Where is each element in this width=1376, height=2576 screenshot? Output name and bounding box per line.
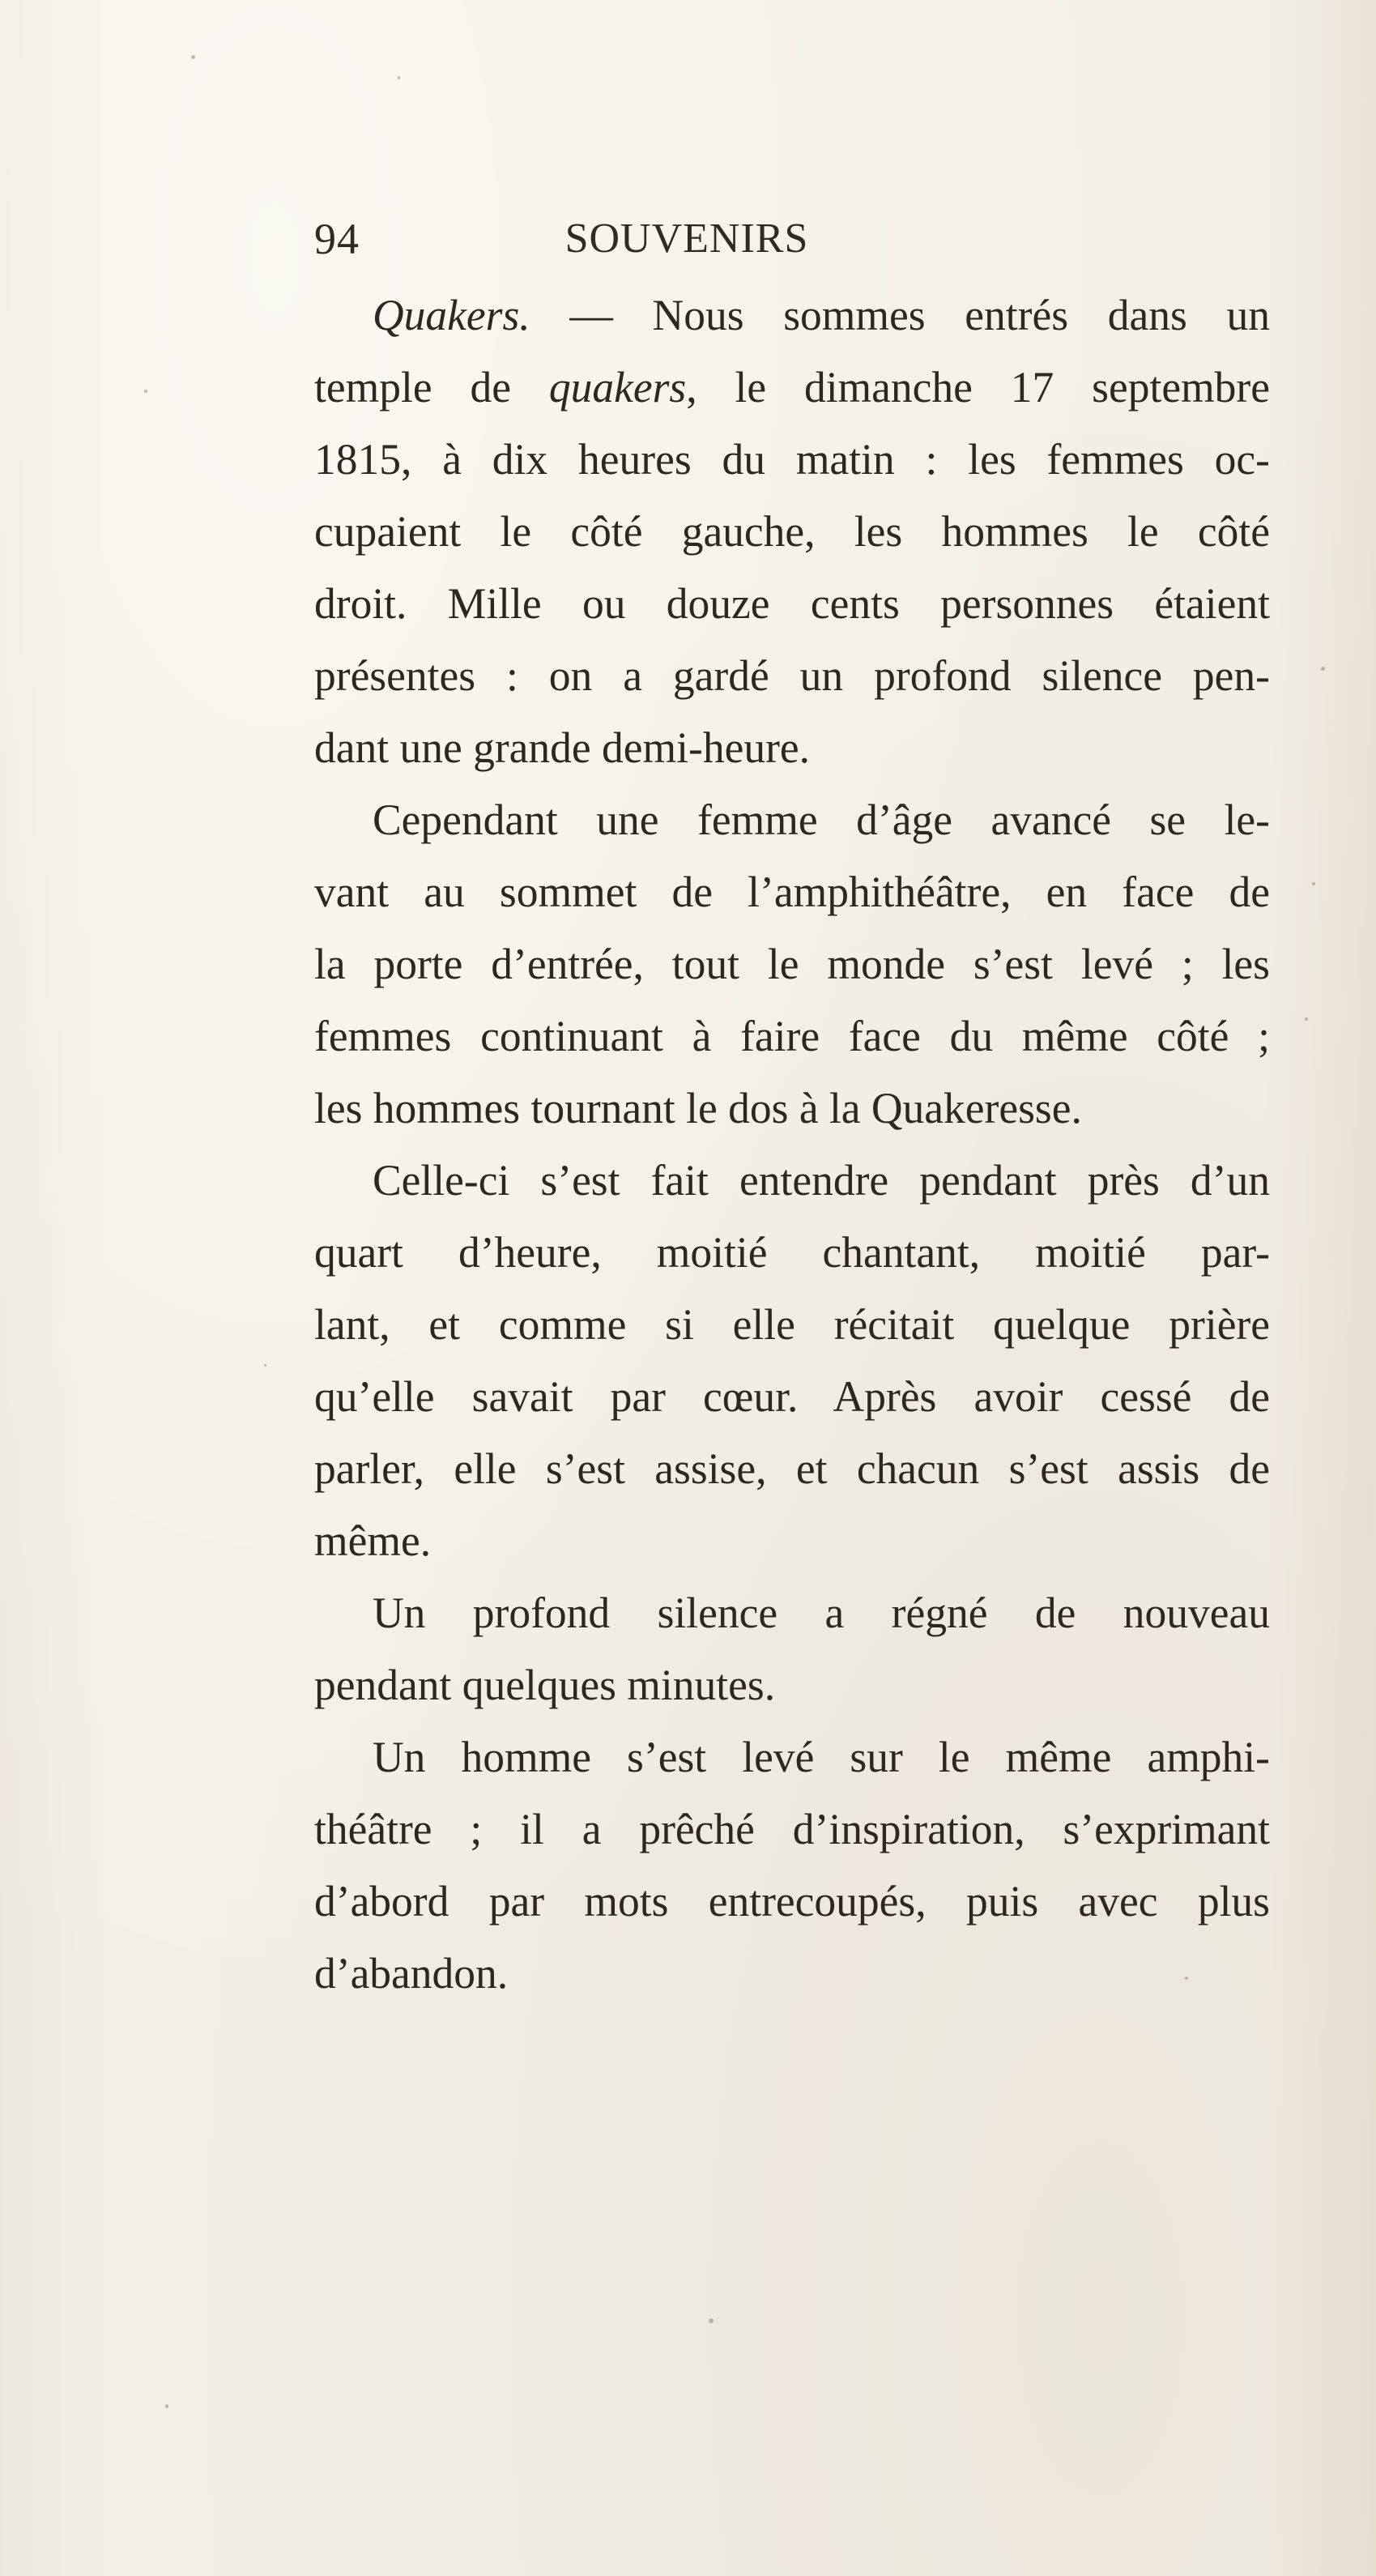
paragraph-quakeress bbox=[314, 784, 1270, 1145]
paper-speck bbox=[398, 76, 400, 79]
text-line: Un profond silence a régné de nouveau bbox=[373, 1589, 1270, 1637]
text-line: dant une grande demi-heure. bbox=[314, 723, 811, 772]
text-line: droit. Mille ou douze cents personnes étaient bbox=[314, 579, 1270, 628]
paper-speck bbox=[264, 1364, 266, 1367]
running-head bbox=[314, 207, 1059, 271]
paper-speck bbox=[1312, 882, 1315, 885]
text-line: la porte d’entrée, tout le monde s’est levé ; les bbox=[314, 940, 1270, 988]
paper-speck bbox=[191, 55, 195, 59]
text-line: les hommes tournant le dos à la Quakeresse. bbox=[314, 1084, 1082, 1132]
text-line: pendant quelques minutes. bbox=[314, 1661, 776, 1709]
text-line: parler, elle s’est assise, et chacun s’est assis de bbox=[314, 1444, 1270, 1493]
text-line: temple de quakers, le dimanche 17 septembre bbox=[314, 363, 1270, 412]
paragraph-quakers-intro bbox=[314, 279, 1270, 784]
text-line: d’abandon. bbox=[314, 1949, 509, 1998]
text-line: quart d’heure, moitié chantant, moitié par- bbox=[314, 1228, 1270, 1277]
section-lead-italic: Quakers. bbox=[373, 291, 530, 339]
paper-speck bbox=[165, 2404, 168, 2408]
paper-speck bbox=[709, 2318, 714, 2323]
text-line: Celle-ci s’est fait entendre pendant près d’un bbox=[373, 1156, 1270, 1205]
text-line: même. bbox=[314, 1516, 432, 1565]
text-line: femmes continuant à faire face du même côté ; bbox=[314, 1012, 1270, 1060]
text-line: présentes : on a gardé un profond silence pen- bbox=[314, 651, 1270, 700]
text-line: vant au sommet de l’amphithéâtre, en face de bbox=[314, 868, 1270, 916]
text-line: lant, et comme si elle récitait quelque prière bbox=[314, 1300, 1270, 1349]
paragraph-silence bbox=[314, 1577, 1270, 1721]
running-title: SOUVENIRS bbox=[564, 215, 809, 262]
text-line: théâtre ; il a prêché d’inspiration, s’exprimant bbox=[314, 1805, 1270, 1853]
paper-speck bbox=[1305, 1017, 1308, 1021]
paper-speck bbox=[1321, 667, 1325, 671]
text-line: Quakers. — Nous sommes entrés dans un bbox=[373, 291, 1270, 339]
text-line: qu’elle savait par cœur. Après avoir cessé de bbox=[314, 1372, 1270, 1421]
italic-word: quakers bbox=[548, 363, 687, 412]
body-text bbox=[314, 279, 1270, 2010]
text-line: Cependant une femme d’âge avancé se le- bbox=[373, 795, 1270, 844]
text-line: d’abord par mots entrecoupés, puis avec plus bbox=[314, 1877, 1270, 1926]
paper-speck bbox=[144, 390, 147, 393]
paragraph-preacher bbox=[314, 1721, 1270, 2010]
text-line: 1815, à dix heures du matin : les femmes oc- bbox=[314, 435, 1270, 484]
text-line: cupaient le côté gauche, les hommes le côté bbox=[314, 507, 1270, 556]
text-line: Un homme s’est levé sur le même amphi- bbox=[373, 1733, 1270, 1781]
paragraph-speech bbox=[314, 1145, 1270, 1577]
page-number: 94 bbox=[314, 215, 360, 263]
